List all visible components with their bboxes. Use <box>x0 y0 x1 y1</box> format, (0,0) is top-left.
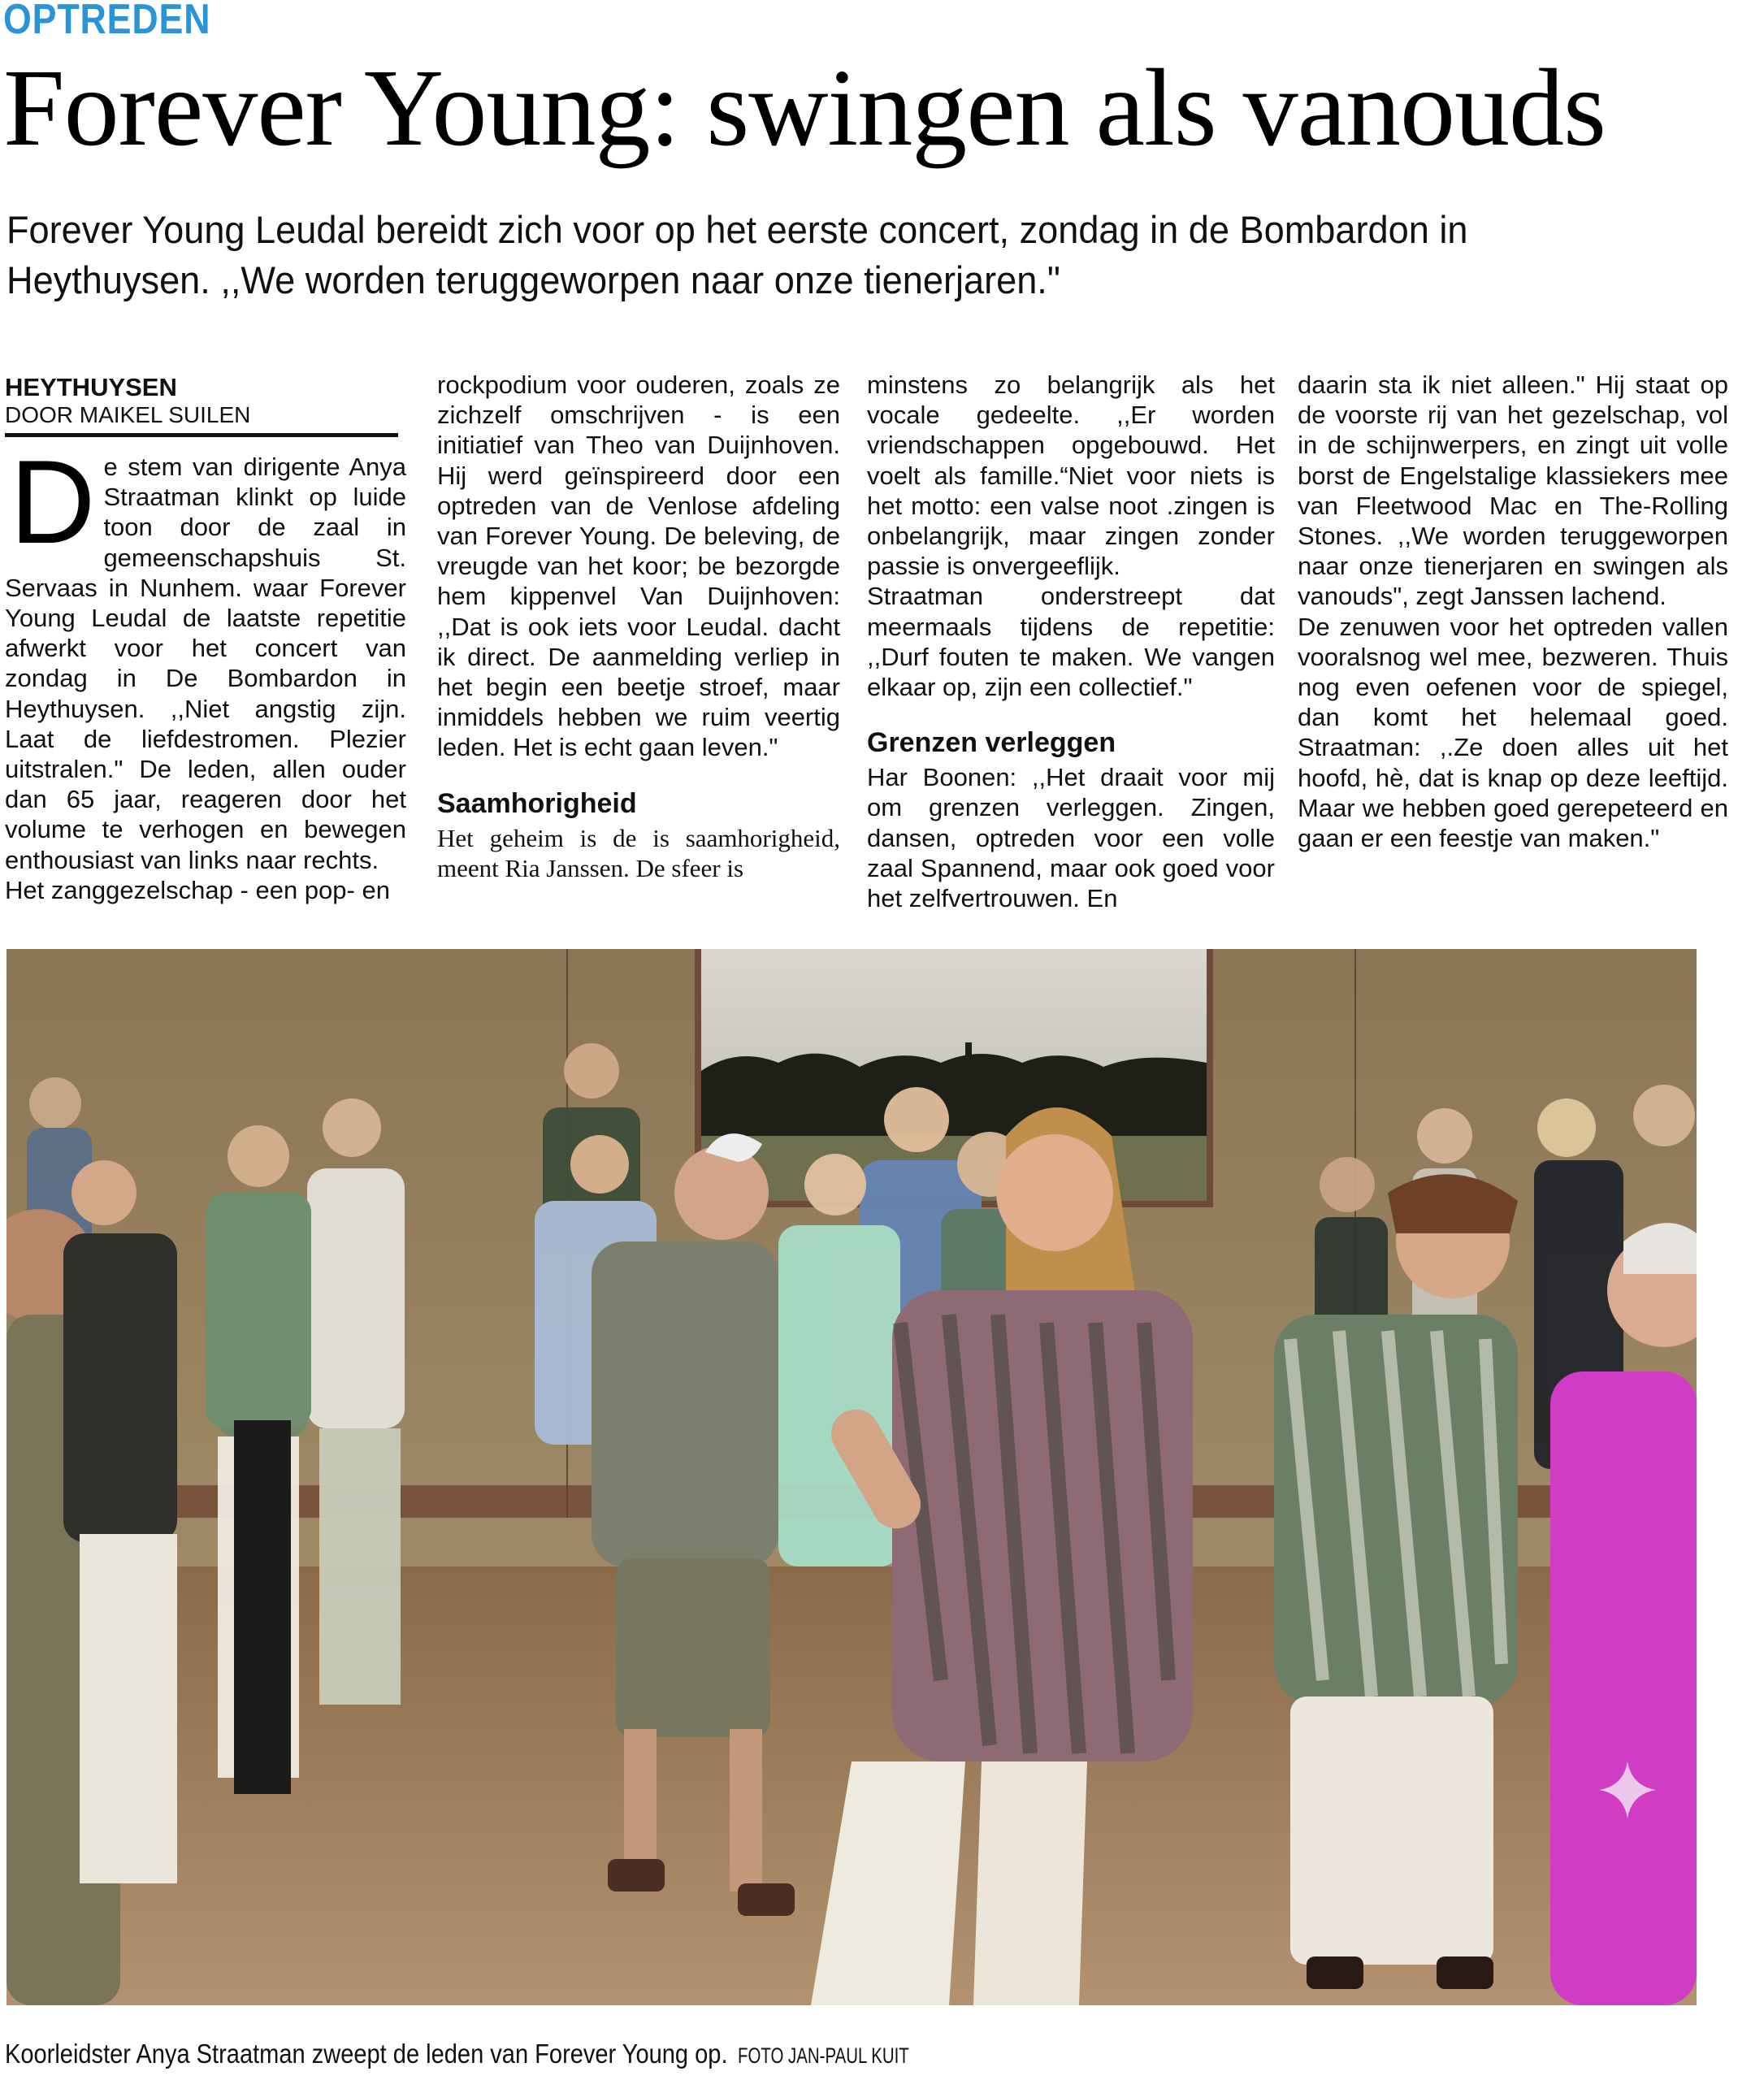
lead-paragraph: e stem van dirigente Anya Straatman klinkt op luide toon door de zaal in gemeenschapshuis St. Servaas in Nunhem. waar Forever Young Leudal de laatste repetitie afwerkt voor het concert van zondag in De Bombardon in Heythuysen. ,,Niet angstig zijn. Laat de liefdestromen. Plezier uitstralen." De leden, allen ouder dan 65 jaar, reageren door het volume te verhogen en bewegen enthousiast van links naar rechts. <box>5 453 406 874</box>
article-column-3 <box>867 370 1275 913</box>
paragraph: rockpodium voor ouderen, zoals ze zichzelf omschrijven - is een initiatief van Theo van Duijnhoven. Hij werd geïnspireerd door een optreden van de Venlose afdeling van Forever Young. De beleving, de vreugde van het koor; be bezorgde hem kippenvel Van Duijnhoven: ,,Dat is ook iets voor Leudal. dacht ik direct. De aanmelding verliep in het begin een beetje stroef, maar inmiddels hebben we ruim veertig leden. Het is echt gaan leven." <box>437 370 840 762</box>
paragraph: daarin sta ik niet alleen." Hij staat op de voorste rij van het gezelschap, vol in de schijnwerpers, en zingt uit volle borst de Engelstalige klassiekers mee van Fleetwood Mac en The-Rolling Stones. ,,We worden teruggeworpen naar onze tienerjaren en swingen als vanouds", zegt Janssen lachend. <box>1298 370 1728 611</box>
article-column-2 <box>437 370 840 883</box>
intro-lede: Forever Young Leudal bereidt zich voor op het eerste concert, zondag in de Bombardon in Heythuysen. ,,We worden teruggeworpen naar onze tienerjaren." <box>7 208 1468 301</box>
caption-text: Koorleidster Anya Straatman zweept de leden van Forever Young op. <box>5 2039 728 2069</box>
paragraph: Het geheim is de is saamhorigheid, meent Ria Janssen. De sfeer is <box>437 823 840 882</box>
subheading-saamhorigheid: Saamhorigheid <box>437 787 637 819</box>
drop-cap: D <box>10 436 96 568</box>
photo-credit: FOTO JAN-PAUL KUIT <box>737 2043 909 2068</box>
subheading-grenzen-verleggen: Grenzen verleggen <box>867 727 1116 759</box>
article-column-1 <box>5 370 406 905</box>
headline: Forever Young: swingen als vanouds <box>3 47 1606 169</box>
section-kicker: OPTREDEN <box>3 0 211 43</box>
byline: DOOR MAIKEL SUILEN <box>5 402 398 437</box>
lead-paragraph-wrap <box>5 436 406 875</box>
paragraph: Straatman onderstreept dat meermaals tijdens de repetitie: ,,Durf fouten te maken. We vangen elkaar op, zijn een collectief." <box>867 582 1275 702</box>
dateline: HEYTHUYSEN <box>5 373 177 401</box>
paragraph: Har Boonen: ,,Het draait voor mij om grenzen verleggen. Zingen, dansen, optreden voor een volle zaal Spannend, maar ook goed voor het zelfvertrouwen. En <box>867 763 1275 913</box>
paragraph: De zenuwen voor het optreden vallen vooralsnog wel mee, bezweren. Thuis nog even oefenen voor de spiegel, dan komt het helemaal goed. Straatman: ,.Ze doen alles uit het hoofd, hè, dat is knap op deze leeftijd. Maar we hebben goed gerepeteerd en gaan er een feestje van maken." <box>1298 612 1728 853</box>
photo-illustration <box>7 949 1697 2005</box>
article-photo <box>7 949 1697 2005</box>
paragraph: Het zanggezelschap - een pop- en <box>5 875 390 904</box>
photo-caption <box>5 2038 937 2072</box>
article-column-4 <box>1298 370 1728 853</box>
paragraph: minstens zo belangrijk als het vocale gedeelte. ,,Er worden vriendschappen opgebouwd. Het voelt als famille.“Niet voor niets is het motto: een valse noot .zingen is onbelangrijk, maar zingen zonder passie is onvergeeflijk. <box>867 370 1275 581</box>
